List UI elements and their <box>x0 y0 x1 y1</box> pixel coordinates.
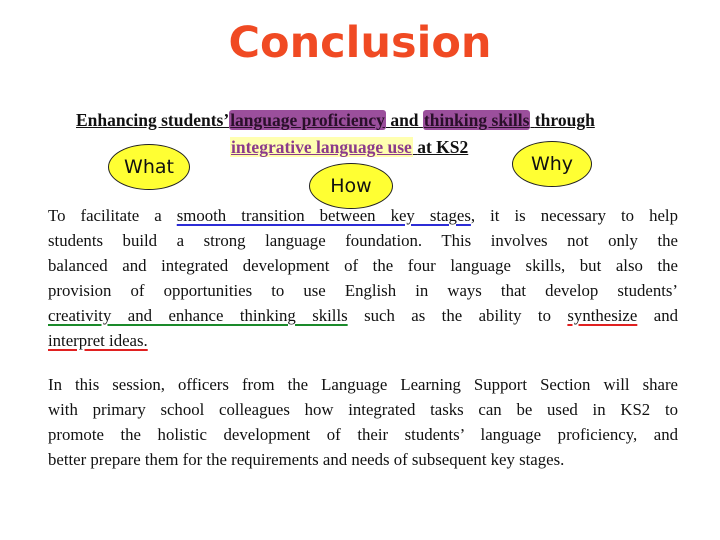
why-bubble <box>512 141 592 187</box>
how-label: How <box>330 175 372 197</box>
p1-line-1: To facilitate a smooth transition between key stages, it is necessary to help <box>48 206 678 225</box>
p1-line-4: provision of opportunities to use English in ways that develop students’ <box>48 281 678 300</box>
heading-line-2 <box>230 137 468 158</box>
p2-line-3: promote the holistic development of their students’ language proficiency, and <box>48 425 678 444</box>
heading-and: and <box>390 110 419 130</box>
paragraph-1 <box>48 203 678 353</box>
why-label: Why <box>530 153 574 175</box>
slide-title: Conclusion <box>228 18 492 68</box>
heading-line2-suffix: at KS2 <box>417 137 469 157</box>
heading-line-1 <box>76 110 595 131</box>
highlight-thinking-skills: thinking skills <box>423 110 530 130</box>
what-label: What <box>124 156 174 178</box>
p2-line-1: In this session, officers from the Language Learning Support Section will share <box>48 375 678 394</box>
heading-suffix: through <box>534 110 595 130</box>
p1-line-6 <box>48 328 678 353</box>
p1-line-3: balanced and integrated development of the four language skills, but also the <box>48 256 678 275</box>
underline-smooth-transition: smooth transition between key stages <box>176 206 471 225</box>
underline-creativity: creativity and enhance thinking skills <box>48 306 348 325</box>
heading-prefix: Enhancing students’ <box>76 110 230 130</box>
p2-line-4: better prepare them for the requirements and needs of subsequent key stages. <box>48 450 565 469</box>
highlight-language-proficiency: language proficiency <box>230 110 385 130</box>
what-bubble <box>108 144 190 190</box>
p1-line-5: creativity and enhance thinking skills such as the ability to synthesize and <box>48 306 678 325</box>
p1-line-2: students build a strong language foundation. This involves not only the <box>48 231 678 250</box>
p2-line-2: with primary school colleagues how integrated tasks can be used in KS2 to <box>48 400 678 419</box>
paragraph-2 <box>48 372 678 472</box>
highlight-integrative-language-use: integrative language use <box>231 137 412 157</box>
underline-interpret-ideas: interpret ideas. <box>48 331 148 350</box>
underline-synthesize: synthesize <box>567 306 638 325</box>
